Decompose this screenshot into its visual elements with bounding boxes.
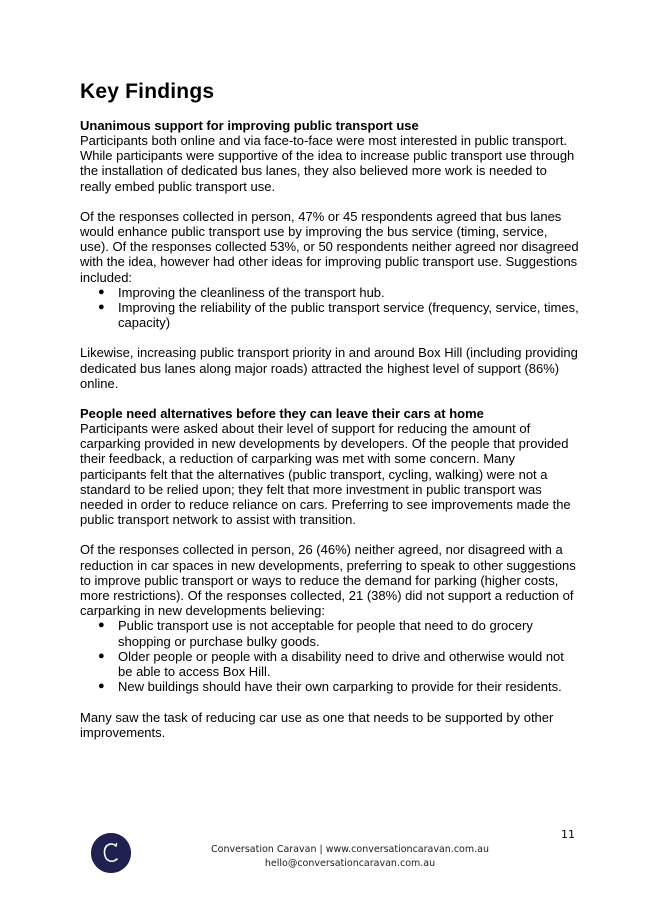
section-heading-alternatives: People need alternatives before they can leave their cars at home — [80, 406, 484, 422]
page-number: 11 — [561, 828, 575, 841]
footer-website-link[interactable]: Conversation Caravan | www.conversationcaravan.com.au — [211, 844, 489, 855]
conversation-caravan-logo-icon — [91, 833, 131, 873]
section-2-intro: Participants were asked about their level of support for reducing the amount of carparking provided in new developments by developers. Of the people that provided their feedback, a reduction of carparking was met with some concern. Many participants felt that the alternatives (public transport, cycling, walking) were not a standard to be relied upon; they felt that more investment in public transport was needed in order to reduce reliance on cars. Preferring to see improvements made the public transport network to assist with transition. — [80, 421, 571, 528]
section-1-paragraph-2: Of the responses collected in person, 47% or 45 respondents agreed that bus lanes would enhance public transport use by improving the bus service (timing, service, use). Of the responses collected 53%, or 50 respondents neither agreed nor disagreed with the idea, however had other ideas for improving public transport use. Suggestions included: — [80, 208, 579, 285]
page-title: Key Findings — [80, 80, 215, 103]
section-heading-public-transport: Unanimous support for improving public transport use — [80, 118, 419, 133]
section-2-bullet-list — [80, 618, 580, 694]
section-1-paragraph-3: Likewise, increasing public transport priority in and around Box Hill (including providing dedicated bus lanes along major roads) attracted the highest level of support (86%) online. — [80, 345, 578, 391]
footer — [200, 843, 500, 871]
list-item: ● Improving the reliability of the public transport service (frequency, service, times, capacity) — [98, 300, 579, 331]
bullet-icon: ● — [98, 619, 105, 632]
list-item: ● New buildings should have their own carparking to provide for their residents. — [98, 679, 562, 695]
bullet-icon: ● — [98, 285, 105, 298]
bullet-icon: ● — [98, 649, 105, 662]
section-2-paragraph-2: Of the responses collected in person, 26 (46%) neither agreed, nor disagreed with a reduction in car spaces in new developments, preferring to speak to other suggestions to improve public transport or ways to reduce the demand for parking (higher costs, more restrictions). Of the responses collected, 21 (38%) did not support a reduction of carparking in new developments believing: — [80, 542, 576, 619]
section-2-paragraph-3: Many saw the task of reducing car use as one that needs to be supported by other improvements. — [80, 709, 554, 740]
section-1-intro: Participants both online and via face-to-face were most interested in public transport. While participants were supportive of the idea to increase public transport use through the installation of dedicated bus lanes, they also believed more work is needed to really embed public transport use. — [80, 133, 575, 194]
bullet-icon: ● — [98, 301, 105, 314]
list-item: ● Improving the cleanliness of the transport hub. — [98, 284, 385, 300]
list-item: ● Older people or people with a disability need to drive and otherwise would not be able to access Box Hill. — [98, 648, 564, 680]
section-1-bullet-list — [80, 285, 580, 331]
list-item: ● Public transport use is not acceptable for people that need to do grocery shopping or purchase bulky goods. — [98, 618, 533, 649]
document-body — [80, 78, 580, 740]
bullet-icon: ● — [98, 680, 105, 693]
footer-email-link[interactable]: hello@conversationcaravan.com.au — [264, 858, 436, 869]
